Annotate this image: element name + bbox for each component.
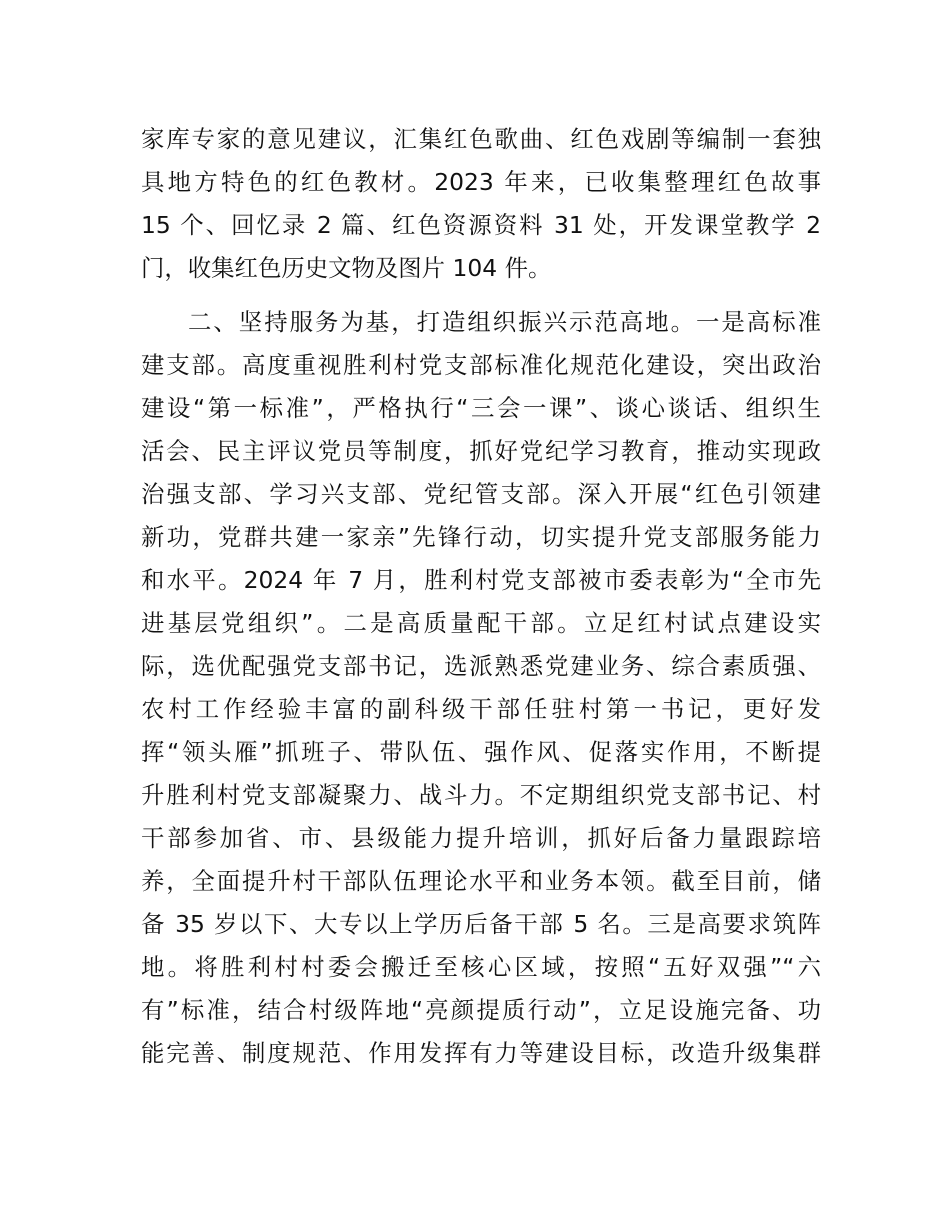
text-line: 挥“领头雁”抓班子、带队伍、强作风、促落实作用，不断提 [141,738,821,766]
text-line: 能完善、制度规范、作用发挥有力等建设目标，改造升级集群 [141,1039,821,1067]
text-line: 进基层党组织”。二是高质量配干部。立足红村试点建设实 [141,609,821,637]
text-line: 有”标准，结合村级阵地“亮颜提质行动”，立足设施完备、功 [141,996,821,1024]
text-line: 干部参加省、市、县级能力提升培训，抓好后备力量跟踪培 [141,824,821,852]
text-line: 和水平。2024 年 7 月，胜利村党支部被市委表彰为“全市先 [141,566,821,594]
text-line: 地。将胜利村村委会搬迁至核心区域，按照“五好双强”“六 [141,953,821,981]
text-line: 备 35 岁以下、大专以上学历后备干部 5 名。三是高要求筑阵 [141,910,821,938]
text-line: 升胜利村党支部凝聚力、战斗力。不定期组织党支部书记、村 [141,781,821,809]
text-line: 门，收集红色历史文物及图片 104 件。 [141,254,552,282]
text-line: 二、坚持服务为基，打造组织振兴示范高地。一是高标准 [188,308,821,336]
text-line: 具地方特色的红色教材。2023 年来，已收集整理红色故事 [141,168,821,196]
text-line: 活会、民主评议党员等制度，抓好党纪学习教育，推动实现政 [141,437,821,465]
text-line: 家库专家的意见建议，汇集红色歌曲、红色戏剧等编制一套独 [141,125,821,153]
text-line: 治强支部、学习兴支部、党纪管支部。深入开展“红色引领建 [141,480,821,508]
text-line: 建设“第一标准”，严格执行“三会一课”、谈心谈话、组织生 [141,394,821,422]
text-line: 养，全面提升村干部队伍理论水平和业务本领。截至目前，储 [141,867,821,895]
text-line: 15 个、回忆录 2 篇、红色资源资料 31 处，开发课堂教学 2 [141,211,821,239]
text-line: 建支部。高度重视胜利村党支部标准化规范化建设，突出政治 [141,351,821,379]
text-line: 际，选优配强党支部书记，选派熟悉党建业务、综合素质强、 [141,652,821,680]
text-line: 农村工作经验丰富的副科级干部任驻村第一书记，更好发 [141,695,821,723]
text-line: 新功，党群共建一家亲”先锋行动，切实提升党支部服务能力 [141,523,821,551]
